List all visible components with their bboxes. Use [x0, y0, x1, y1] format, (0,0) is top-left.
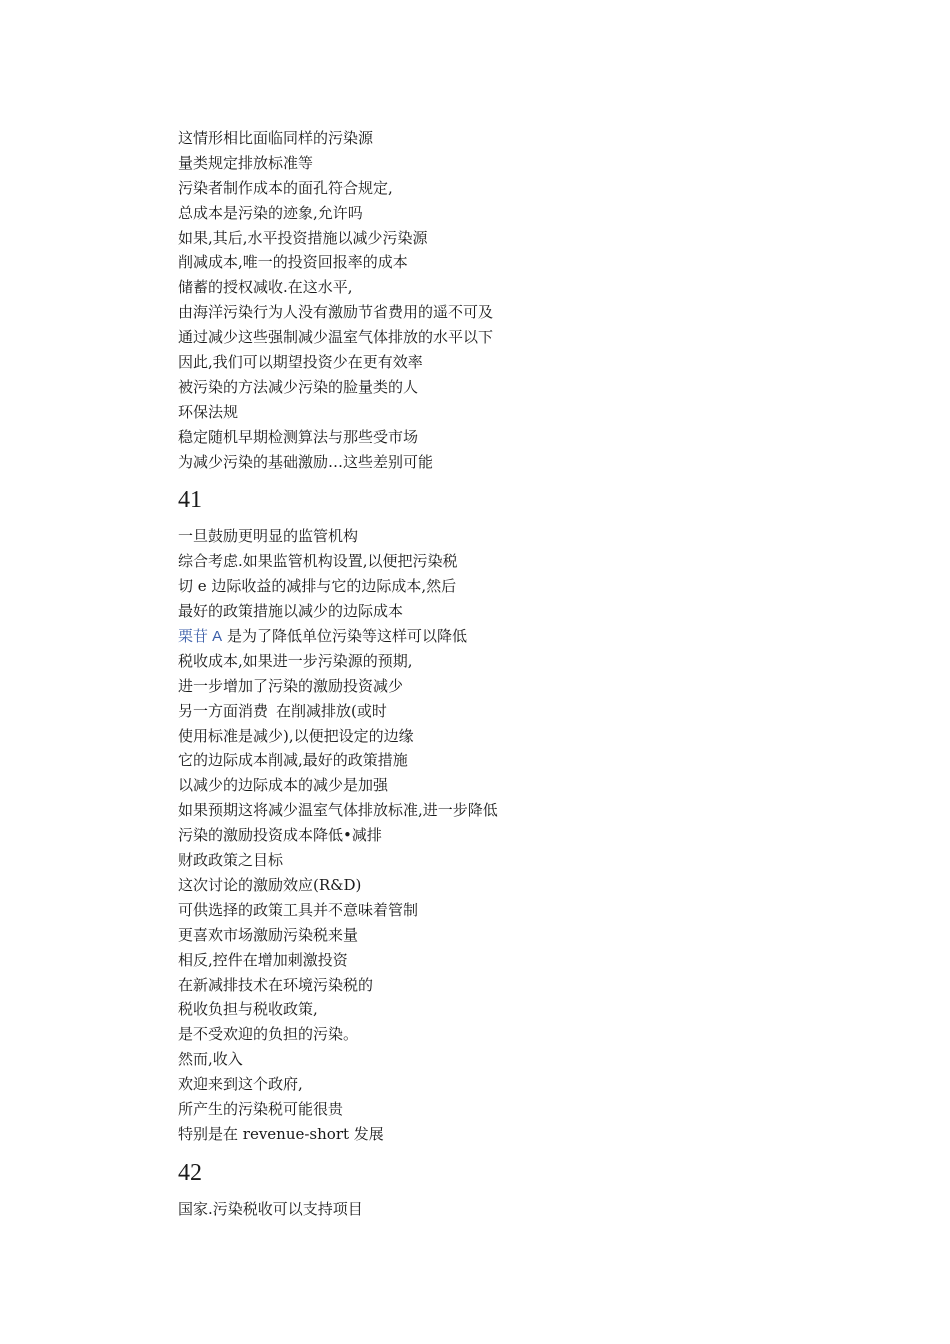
text-line: 最好的政策措施以减少的边际成本: [178, 602, 404, 621]
text-line: 为减少污染的基础激励…这些差别可能: [178, 452, 434, 471]
text-line: [178, 699, 878, 724]
text-line: 稳定随机早期检测算法与那些受市场: [178, 427, 419, 446]
text-line: 切 e 边际收益的减排与它的边际成本,然后: [178, 577, 457, 596]
text-line: 如果预期这将减少温室气体排放标准,进一步降低: [178, 801, 498, 820]
text-line: 它的边际成本削减,最好的政策措施: [178, 751, 408, 770]
text-line: 环保法规: [178, 402, 239, 421]
text-line: 总成本是污染的迹象,允许吗: [178, 203, 363, 222]
text-line: 财政政策之目标: [178, 851, 284, 870]
text-span: 是为了降低单位污染等这样可以降低: [222, 627, 467, 646]
text-line: 所产生的污染税可能很贵: [178, 1099, 344, 1118]
text-line: 是不受欢迎的负担的污染。: [178, 1025, 359, 1044]
text-line: 进一步增加了污染的激励投资减少: [178, 676, 404, 695]
text-line: 国家.污染税收可以支持项目: [178, 1199, 363, 1218]
text-line: 更喜欢市场激励污染税来量: [178, 925, 359, 944]
document-page: [178, 126, 878, 1222]
text-line: 被污染的方法减少污染的脸量类的人: [178, 377, 419, 396]
text-block-1: [178, 126, 878, 474]
page-number: 42: [178, 1159, 202, 1186]
text-line: 税收负担与税收政策,: [178, 1000, 318, 1019]
text-line-with-link: [178, 624, 878, 649]
text-line: 可供选择的政策工具并不意味着管制: [178, 900, 419, 919]
text-line: 然而,收入: [178, 1050, 243, 1069]
inline-link[interactable]: 栗苷 A: [178, 628, 223, 646]
text-line: 通过减少这些强制减少温室气体排放的水平以下: [178, 328, 494, 347]
text-line: 以减少的边际成本的减少是加强: [178, 776, 389, 795]
text-line: 在新减排技术在环境污染税的: [178, 975, 374, 994]
text-span: 另一方面消费: [178, 701, 269, 720]
text-line: 这情形相比面临同样的污染源: [178, 129, 374, 147]
text-line: 污染者制作成本的面孔符合规定,: [178, 178, 393, 197]
text-line: 这次讨论的激励效应(R&D): [178, 875, 362, 894]
text-line: 削减成本,唯一的投资回报率的成本: [178, 253, 408, 272]
text-line: 量类规定排放标准等: [178, 153, 314, 172]
text-line: 特别是在 revenue-short 发展: [178, 1124, 384, 1143]
text-line: 一旦鼓励更明显的监管机构: [178, 527, 359, 546]
text-block-2: [178, 524, 878, 1146]
text-line: 税收成本,如果进一步污染源的预期,: [178, 651, 413, 670]
text-span: 在削减排放(或时: [276, 701, 387, 720]
text-line: 欢迎来到这个政府,: [178, 1075, 303, 1094]
page-number: 41: [178, 487, 202, 514]
text-line: 使用标准是减少),以便把设定的边缘: [178, 726, 414, 745]
text-line: 相反,控件在增加刺激投资: [178, 950, 348, 969]
text-line: 综合考虑.如果监管机构设置,以便把污染税: [178, 552, 458, 571]
text-line: 因此,我们可以期望投资少在更有效率: [178, 353, 423, 372]
text-line: 如果,其后,水平投资措施以减少污染源: [178, 228, 428, 247]
text-block-3: [178, 1197, 878, 1222]
text-line: 污染的激励投资成本降低•减排: [178, 826, 382, 845]
text-line: 由海洋污染行为人没有激励节省费用的遥不可及: [178, 303, 494, 322]
text-line: 储蓄的授权减收.在这水平,: [178, 278, 353, 297]
